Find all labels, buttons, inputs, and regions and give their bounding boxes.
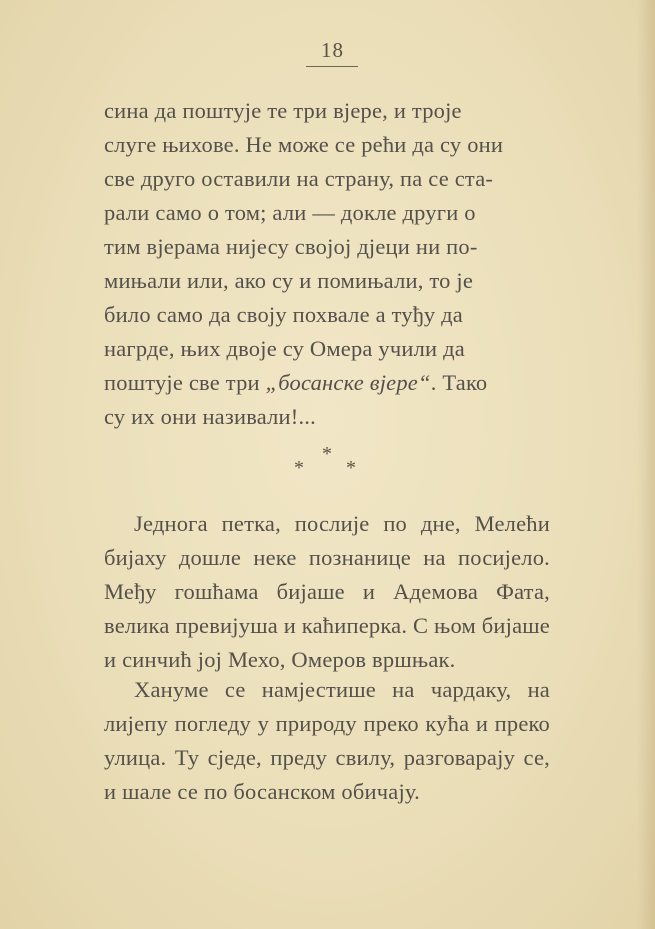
section-break-asterism xyxy=(0,442,655,482)
paragraph-continued xyxy=(104,94,550,434)
paragraph-2 xyxy=(104,507,550,677)
paragraph-text: Хануме се намјестише на чардаку, на лијепу погледу у природу преко кућа и преко улица. Ту сједе, преду свилу, разговарају се, и шале се по босанском обичају. xyxy=(104,677,550,804)
text-line: рали само о том; али — докле други о xyxy=(104,200,476,225)
text-line: нагрде, њих двоје су Омера учили да xyxy=(104,336,465,361)
text-line-with-emphasis xyxy=(104,366,550,400)
text-line: мињали или, ако су и помињали, то је xyxy=(104,268,474,293)
paragraph-text: Једнога петка, послије по дне, Мелећи бијаху дошле неке познанице на посијело. Међу гошћама бијаше и Адемова Фата, велика превијуша и каћиперка. С њом бијаше и синчић јој Мехо, Омеров вршњак. xyxy=(104,511,550,672)
text-fragment: поштује све три xyxy=(104,370,266,395)
page-number-rule xyxy=(306,66,358,67)
paragraph-3 xyxy=(104,673,550,809)
text-line: слуге њихове. Не може се рећи да су они xyxy=(104,132,504,157)
text-fragment: . Тако xyxy=(430,370,488,395)
page-number: 18 xyxy=(321,38,344,62)
text-line: тим вјерама нијесу својој дјеци ни по- xyxy=(104,234,478,259)
asterisk-right: * xyxy=(346,457,356,479)
text-line: сина да поштује те три вјере, и троје xyxy=(104,98,462,123)
text-line: све друго оставили на страну, па се ста- xyxy=(104,166,494,191)
text-line: су их они називали!... xyxy=(104,404,316,429)
text-line: било само да своју похвале а туђу да xyxy=(104,302,463,327)
italic-phrase: „босанске вјере“ xyxy=(265,370,431,395)
asterisk-top: * xyxy=(322,443,332,465)
asterisk-left: * xyxy=(294,457,304,479)
